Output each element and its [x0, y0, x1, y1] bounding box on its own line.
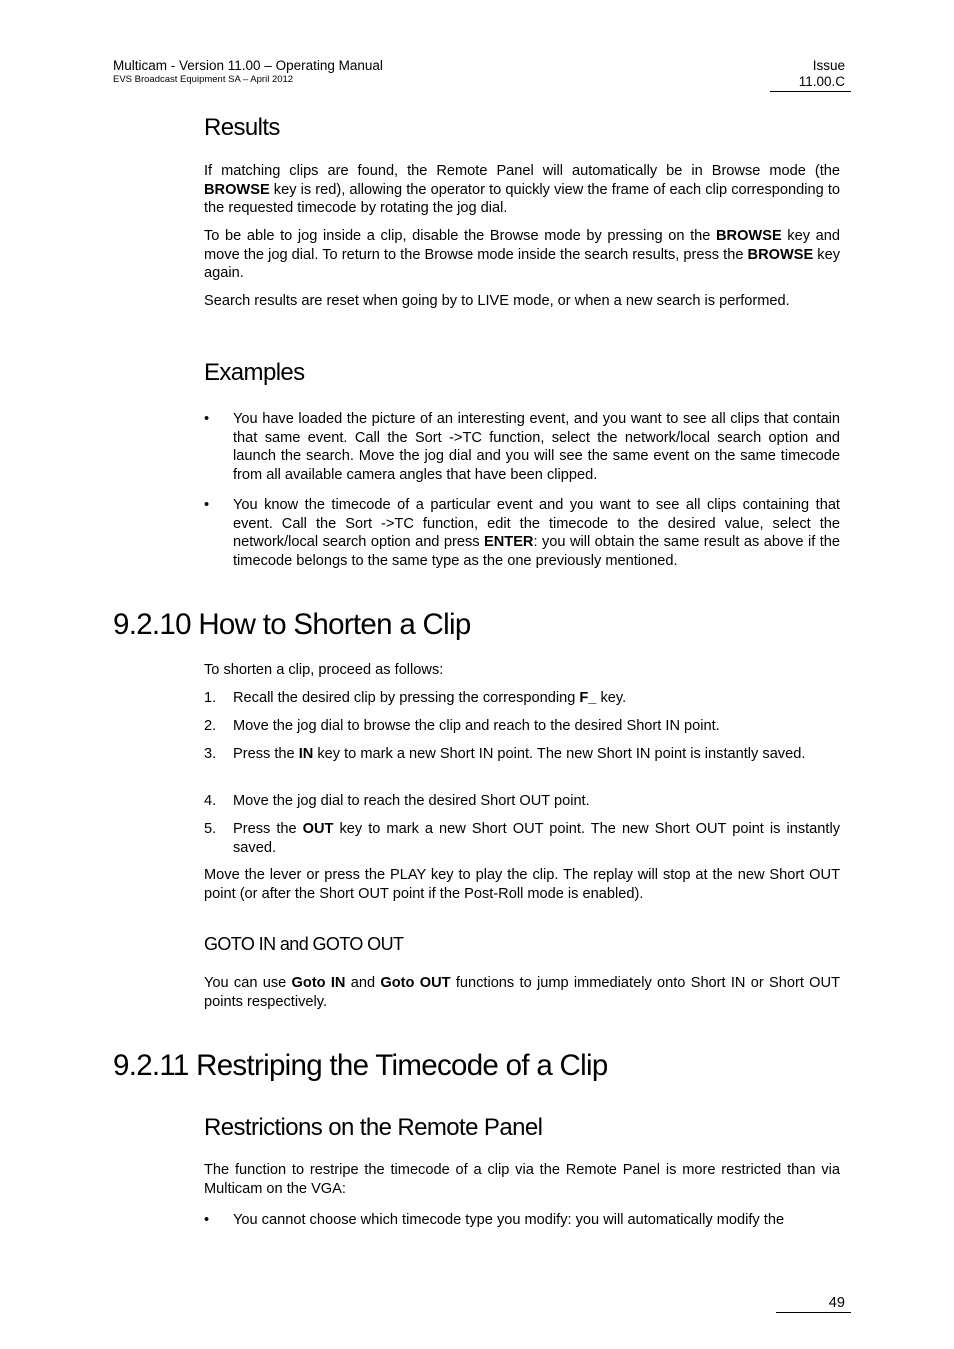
- results-heading: Results: [204, 114, 280, 141]
- results-paragraph-2: To be able to jog inside a clip, disable the Browse mode by pressing on the BROWSE key and move the jog dial. To return to the Browse mode inside the search results, press the BROWSE key again.: [204, 228, 841, 281]
- goto-heading: GOTO IN and GOTO OUT: [204, 934, 404, 954]
- step-text: Recall the desired clip by pressing the corresponding F_ key.: [233, 690, 627, 706]
- bullet-marker: •: [204, 411, 210, 427]
- example-item-text: You know the timecode of a particular event and you want to see all clips containing that event. Call the Sort ->TC function, edit the timecode to the desired value, select the network/local search option and press ENTER: you will obtain the same result as above if the timecode belongs to the same type as the one previously mentioned.: [233, 497, 840, 569]
- bullet-marker: •: [204, 497, 210, 513]
- results-paragraph-3: Search results are reset when going by to LIVE mode, or when a new search is performed.: [204, 293, 790, 309]
- bullet-marker: •: [204, 1212, 210, 1228]
- section-heading-shorten: 9.2.10 How to Shorten a Clip: [113, 608, 471, 641]
- section-heading-restripe: 9.2.11 Restriping the Timecode of a Clip: [113, 1049, 608, 1082]
- restrictions-heading: Restrictions on the Remote Panel: [204, 1114, 543, 1141]
- step-number: 1.: [204, 690, 217, 706]
- running-header: [113, 58, 383, 86]
- step-text: Press the OUT key to mark a new Short OUT point. The new Short OUT point is instantly saved.: [233, 821, 840, 856]
- step-text: Move the jog dial to browse the clip and reach to the desired Short IN point.: [233, 718, 720, 734]
- examples-heading: Examples: [204, 359, 305, 386]
- example-item-2: [204, 496, 840, 572]
- step-text: Press the IN key to mark a new Short IN point. The new Short IN point is instantly saved.: [233, 746, 806, 762]
- example-item-1: [204, 410, 840, 486]
- restriction-item-text: You cannot choose which timecode type you modify: you will automatically modify the: [233, 1212, 785, 1228]
- publisher-line: EVS Broadcast Equipment SA – April 2012: [113, 74, 294, 85]
- issue-number: 11.00.C: [798, 74, 845, 89]
- results-paragraph-1: If matching clips are found, the Remote Panel will automatically be in Browse mode (the BROWSE key is red), allowing the operator to quickly view the frame of each clip corresponding to the requested timecode by rotating the jog dial.: [204, 163, 840, 216]
- shorten-outro: Move the lever or press the PLAY key to play the clip. The replay will stop at the new Short OUT point (or after the Short OUT point if the Post-Roll mode is enabled).: [204, 867, 840, 902]
- issue-block: [770, 58, 851, 92]
- step-number: 3.: [204, 746, 217, 762]
- step-number: 2.: [204, 718, 217, 734]
- goto-paragraph: You can use Goto IN and Goto OUT functions to jump immediately onto Short IN or Short OUT points respectively.: [204, 975, 840, 1010]
- step-text: Move the jog dial to reach the desired Short OUT point.: [233, 793, 590, 809]
- example-item-text: You have loaded the picture of an interesting event, and you want to see all clips that contain that same event. Call the Sort ->TC function, select the network/local search option and launch the search. Move the jog dial and you will see the same event on the same timecode from all available camera angles that have been clipped.: [233, 411, 840, 483]
- restrictions-paragraph: The function to restripe the timecode of a clip via the Remote Panel is more restricted than via Multicam on the VGA:: [204, 1162, 840, 1197]
- shorten-intro: To shorten a clip, proceed as follows:: [204, 662, 444, 678]
- step-number: 5.: [204, 821, 217, 837]
- issue-label: Issue: [812, 58, 845, 73]
- step-number: 4.: [204, 793, 217, 809]
- manual-title: Multicam - Version 11.00 – Operating Manual: [113, 58, 383, 73]
- page-number: 49: [776, 1294, 851, 1313]
